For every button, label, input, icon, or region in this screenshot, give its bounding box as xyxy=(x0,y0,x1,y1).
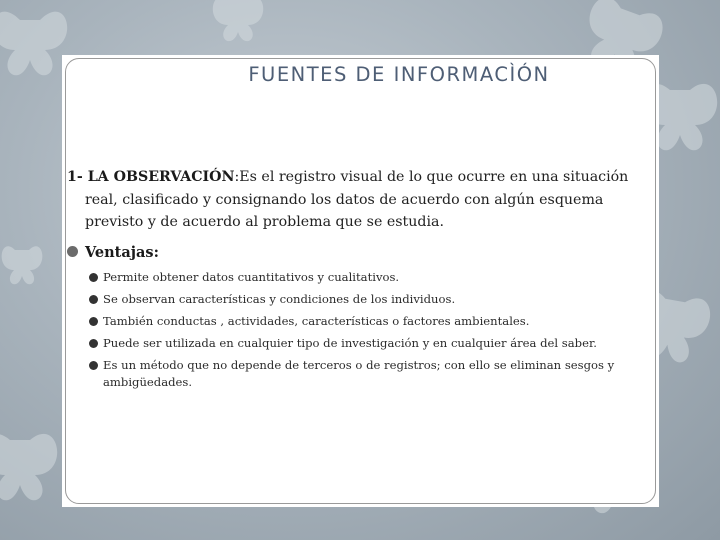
observation-def-line3: previsto y de acuerdo al problema que se estudia. xyxy=(85,214,444,230)
bullet-icon xyxy=(89,361,98,370)
advantage-text: También conductas , actividades, características o factores ambientales. xyxy=(103,314,530,328)
slide-title: FUENTES DE INFORMACÌÓN xyxy=(248,63,550,86)
observation-label: 1- LA OBSERVACIÓN xyxy=(67,169,235,185)
observation-definition xyxy=(67,166,657,234)
bullet-icon xyxy=(89,339,98,348)
advantages-heading xyxy=(67,244,159,261)
advantage-text: Puede ser utilizada en cualquier tipo de investigación y en cualquier área del saber. xyxy=(103,336,597,350)
list-item xyxy=(89,313,634,330)
advantages-heading-label: Ventajas: xyxy=(85,244,159,261)
advantage-text: Se observan características y condiciones de los individuos. xyxy=(103,292,456,306)
bullet-icon xyxy=(67,246,78,257)
list-item xyxy=(89,269,634,286)
list-item xyxy=(89,291,634,308)
advantage-text: Es un método que no depende de terceros o de registros; con ello se eliminan sesgos y ambigüedades. xyxy=(103,358,615,389)
advantages-list xyxy=(89,269,634,396)
observation-def-line2: real, clasificado y consignando los datos de acuerdo con algún esquema xyxy=(85,191,604,208)
list-item xyxy=(89,335,634,352)
bullet-icon xyxy=(89,317,98,326)
list-item xyxy=(89,357,634,391)
advantage-text: Permite obtener datos cuantitativos y cualitativos. xyxy=(103,270,400,284)
observation-def-line1: :Es el registro visual de lo que ocurre en una situación xyxy=(234,169,629,185)
bullet-icon xyxy=(89,295,98,304)
bullet-icon xyxy=(89,273,98,282)
